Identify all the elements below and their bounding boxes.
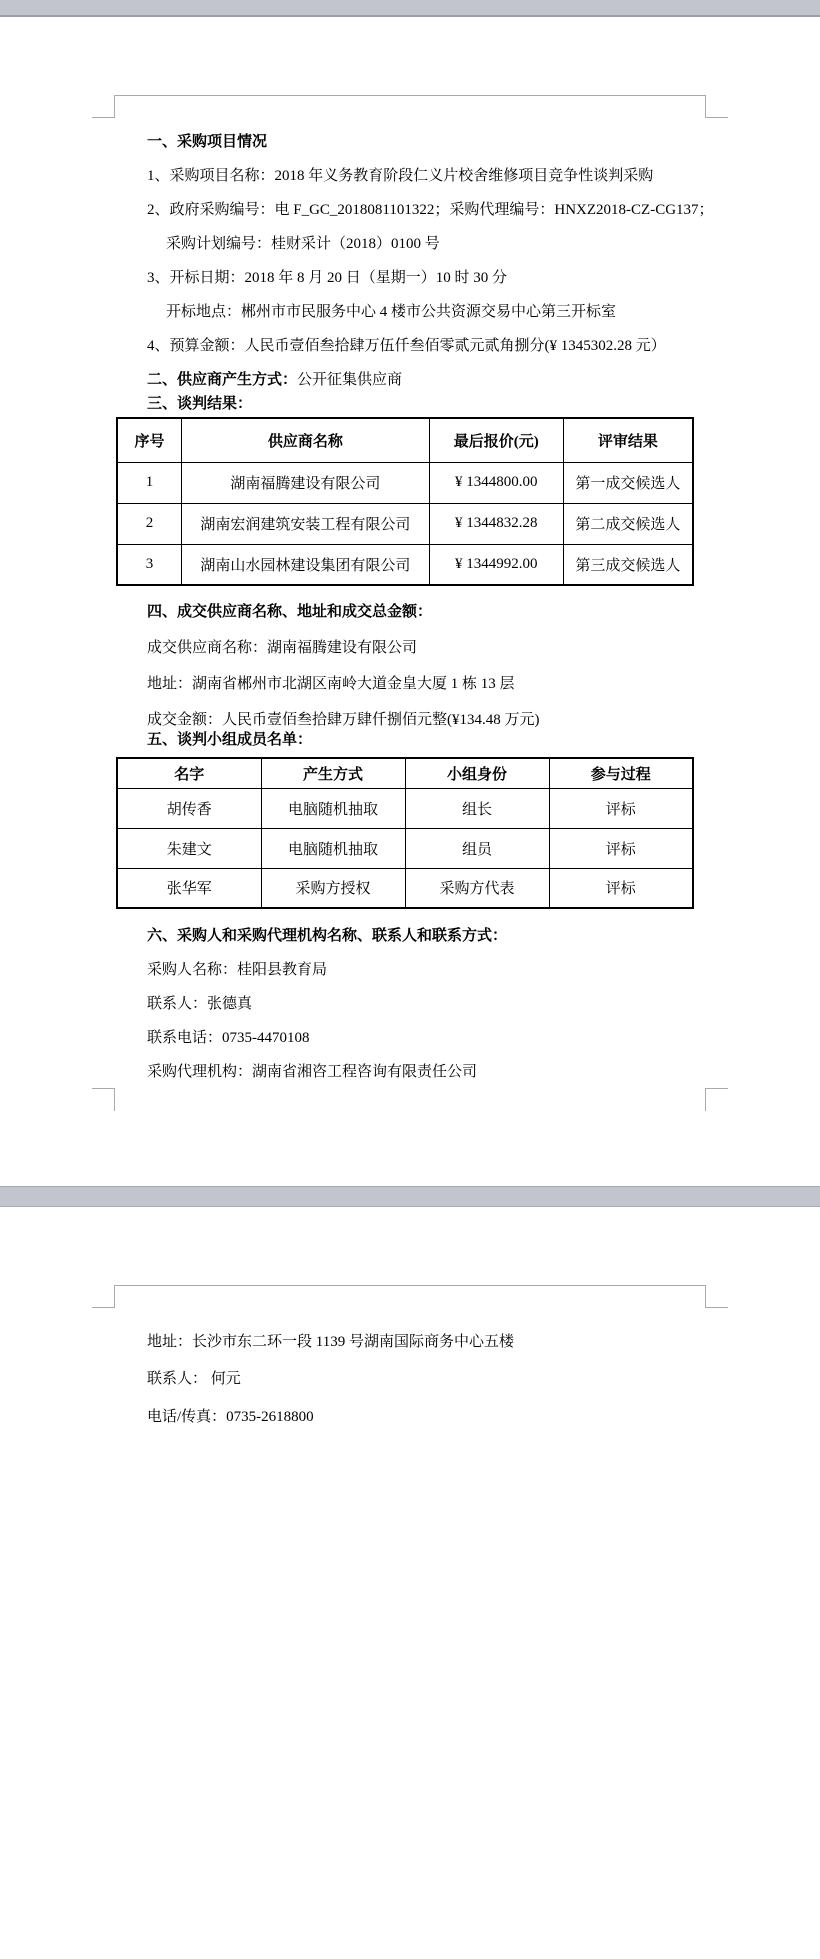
cell-seq: 1 xyxy=(117,462,182,503)
section-3-heading xyxy=(147,395,702,414)
line-text: 3、开标日期：2018 年 8 月 20 日（星期一）10 时 30 分 xyxy=(147,270,508,286)
heading-text: 四、成交供应商名称、地址和成交总金额： xyxy=(147,604,433,620)
cell-supplier: 湖南福腾建设有限公司 xyxy=(182,462,430,503)
line-agency-contact xyxy=(147,1370,702,1389)
table-header-row xyxy=(117,418,693,462)
cell-result: 第三成交候选人 xyxy=(563,544,693,585)
line-deal-amount xyxy=(147,711,702,730)
cell-name: 张华军 xyxy=(117,868,261,908)
table-row xyxy=(117,828,693,868)
cell-seq: 3 xyxy=(117,544,182,585)
document-page-1 xyxy=(114,95,714,1186)
table-row xyxy=(117,503,693,544)
line-text: 公开征集供应商 xyxy=(297,372,403,388)
section-4-heading xyxy=(147,603,702,622)
line-text: 开标地点：郴州市市民服务中心 4 楼市公共资源交易中心第三开标室 xyxy=(166,304,617,320)
table-row xyxy=(117,868,693,908)
line-purchaser-name xyxy=(147,961,702,980)
cell-method: 电脑随机抽取 xyxy=(261,788,405,828)
table-row xyxy=(117,544,693,585)
line-text: 2、政府采购编号：电 F_GC_2018081101322；采购代理编号：HNXZ2018-CZ-CG137； xyxy=(147,202,714,218)
line-procurement-numbers xyxy=(147,201,714,220)
cell-result: 第一成交候选人 xyxy=(563,462,693,503)
line-text: 成交金额：人民币壹佰叁拾肆万肆仟捌佰元整(¥134.48 万元) xyxy=(147,712,540,728)
line-text: 地址：长沙市东二环一段 1139 号湖南国际商务中心五楼 xyxy=(147,1334,514,1350)
margin-crop-mark-top-right xyxy=(705,1285,728,1308)
line-text: 电话/传真：0735-2618800 xyxy=(147,1409,314,1425)
page-top-edge xyxy=(114,95,706,96)
line-winner-address xyxy=(147,675,702,694)
section-1-heading xyxy=(147,133,702,152)
table-row xyxy=(117,462,693,503)
line-text: 联系人： 何元 xyxy=(147,1371,241,1387)
margin-crop-mark-bottom-right xyxy=(705,1088,728,1111)
line-contact-phone xyxy=(147,1029,702,1048)
cell-name: 胡传香 xyxy=(117,788,261,828)
section-5-heading xyxy=(147,731,702,750)
line-agency-phone xyxy=(147,1408,702,1427)
line-plan-number xyxy=(166,235,702,254)
line-text: 采购人名称：桂阳县教育局 xyxy=(147,962,328,978)
cell-price: ¥ 1344832.28 xyxy=(429,503,563,544)
cell-participation: 评标 xyxy=(549,788,693,828)
line-project-name xyxy=(147,167,702,186)
cell-supplier: 湖南宏润建筑安装工程有限公司 xyxy=(182,503,430,544)
line-text: 联系电话：0735-4470108 xyxy=(147,1030,310,1046)
col-header-review-result: 评审结果 xyxy=(563,418,693,462)
line-winner-name xyxy=(147,639,702,658)
negotiation-results-table xyxy=(116,417,694,586)
margin-crop-mark-bottom-left xyxy=(92,1088,115,1111)
page-top-edge xyxy=(114,1285,706,1286)
cell-role: 采购方代表 xyxy=(405,868,549,908)
heading-text: 五、谈判小组成员名单： xyxy=(147,732,313,748)
line-agency-name xyxy=(147,1063,702,1082)
col-header-supplier: 供应商名称 xyxy=(182,418,430,462)
line-text: 4、预算金额：人民币壹佰叁拾肆万伍仟叁佰零贰元贰角捌分(¥ 1345302.28 元） xyxy=(147,338,666,354)
col-header-participation: 参与过程 xyxy=(549,758,693,788)
col-header-seq: 序号 xyxy=(117,418,182,462)
table-row xyxy=(117,788,693,828)
cell-name: 朱建文 xyxy=(117,828,261,868)
cell-role: 组员 xyxy=(405,828,549,868)
cell-result: 第二成交候选人 xyxy=(563,503,693,544)
cell-method: 电脑随机抽取 xyxy=(261,828,405,868)
cell-seq: 2 xyxy=(117,503,182,544)
table-header-row xyxy=(117,758,693,788)
line-agency-address xyxy=(147,1333,702,1352)
heading-text: 六、采购人和采购代理机构名称、联系人和联系方式： xyxy=(147,928,508,944)
heading-text: 一、采购项目情况 xyxy=(147,134,268,150)
cell-method: 采购方授权 xyxy=(261,868,405,908)
line-bid-date xyxy=(147,269,702,288)
cell-role: 组长 xyxy=(405,788,549,828)
document-page-2 xyxy=(114,1285,706,1959)
heading-text: 三、谈判结果： xyxy=(147,396,253,412)
line-contact-person xyxy=(147,995,702,1014)
margin-crop-mark-top-right xyxy=(705,95,728,118)
line-text: 地址：湖南省郴州市北湖区南岭大道金皇大厦 1 栋 13 层 xyxy=(147,676,515,692)
line-text: 采购计划编号：桂财采计（2018）0100 号 xyxy=(166,236,440,252)
line-budget xyxy=(147,337,702,356)
margin-crop-mark-top-left xyxy=(92,1285,115,1308)
col-header-selection-method: 产生方式 xyxy=(261,758,405,788)
cell-price: ¥ 1344800.00 xyxy=(429,462,563,503)
line-bid-location xyxy=(166,303,702,322)
viewer-top-gray-bar xyxy=(0,0,820,17)
cell-participation: 评标 xyxy=(549,828,693,868)
margin-crop-mark-top-left xyxy=(92,95,115,118)
col-header-group-role: 小组身份 xyxy=(405,758,549,788)
heading-text: 二、供应商产生方式： xyxy=(147,372,298,388)
section-2-line xyxy=(147,371,702,390)
cell-participation: 评标 xyxy=(549,868,693,908)
line-text: 采购代理机构：湖南省湘咨工程咨询有限责任公司 xyxy=(147,1064,478,1080)
line-text: 1、采购项目名称：2018 年义务教育阶段仁义片校舍维修项目竞争性谈判采购 xyxy=(147,168,654,184)
col-header-final-price: 最后报价(元) xyxy=(429,418,563,462)
negotiation-panel-table xyxy=(116,757,694,909)
page-separator-bar xyxy=(0,1186,820,1207)
line-text: 联系人：张德真 xyxy=(147,996,253,1012)
col-header-name: 名字 xyxy=(117,758,261,788)
section-6-heading xyxy=(147,927,702,946)
line-text: 成交供应商名称：湖南福腾建设有限公司 xyxy=(147,640,418,656)
cell-supplier: 湖南山水园林建设集团有限公司 xyxy=(182,544,430,585)
cell-price: ¥ 1344992.00 xyxy=(429,544,563,585)
